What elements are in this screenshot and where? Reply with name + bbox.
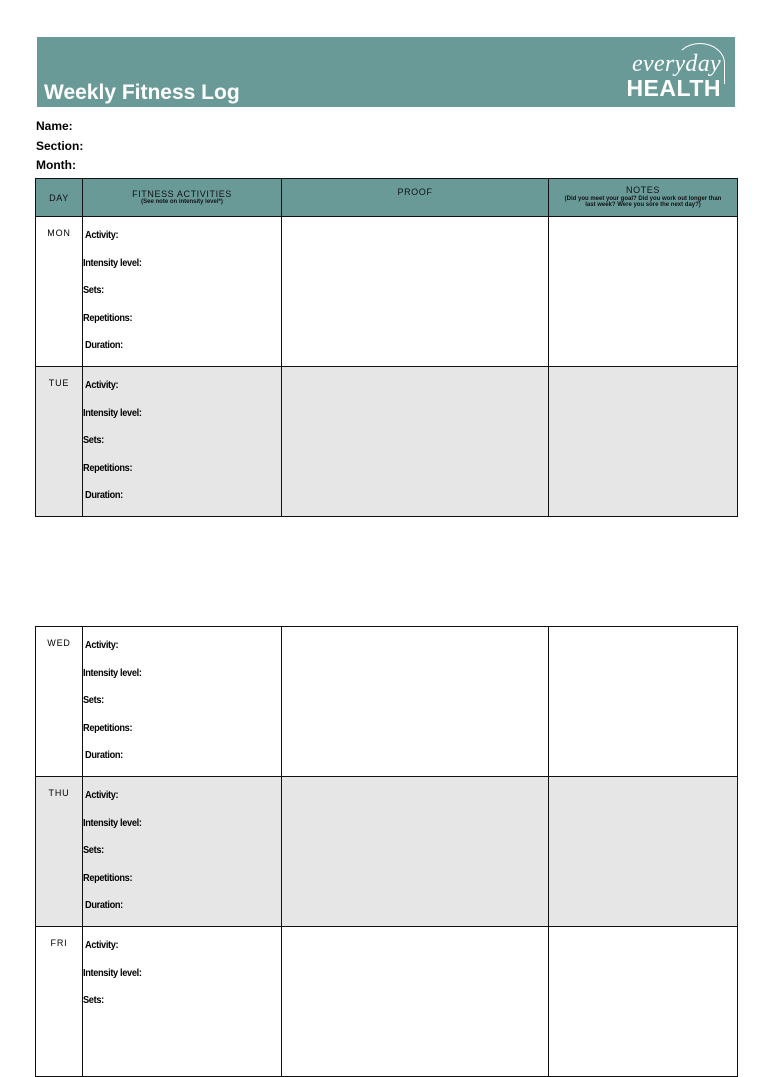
month-label: Month: <box>36 158 76 172</box>
column-header-notes: NOTES (Did you meet your goal? Did you work out longer than last week? Were you sore the next day?) <box>549 179 738 217</box>
name-label: Name: <box>36 119 73 133</box>
table-row-fri <box>36 927 738 1077</box>
activities-cell-wed[interactable] <box>83 627 282 777</box>
field-duration: Duration: <box>85 749 123 761</box>
table-header-row <box>36 179 738 217</box>
fitness-log-table-top <box>35 178 738 517</box>
activities-cell-fri[interactable] <box>83 927 282 1077</box>
header-banner <box>37 37 735 107</box>
day-label-mon: MON <box>36 217 83 367</box>
field-activity: Activity: <box>85 229 119 241</box>
field-repetitions: Repetitions: <box>83 461 133 474</box>
activities-cell-mon[interactable] <box>83 217 282 367</box>
notes-cell-mon[interactable] <box>549 217 738 367</box>
notes-cell-wed[interactable] <box>549 627 738 777</box>
proof-cell-wed[interactable] <box>282 627 549 777</box>
proof-cell-thu[interactable] <box>282 777 549 927</box>
section-label: Section: <box>36 139 84 153</box>
field-intensity: Intensity level: <box>83 816 142 829</box>
activities-cell-tue[interactable] <box>83 367 282 517</box>
field-duration: Duration: <box>85 339 123 351</box>
page-title: Weekly Fitness Log <box>44 81 240 104</box>
field-activity: Activity: <box>85 789 119 801</box>
table-row-wed <box>36 627 738 777</box>
proof-cell-mon[interactable] <box>282 217 549 367</box>
column-header-activities: FITNESS ACTIVITIES (See note on intensity level*) <box>83 179 282 217</box>
notes-note: (Did you meet your goal? Did you work out longer than last week? Were you sore the next day?) <box>564 195 722 209</box>
proof-cell-tue[interactable] <box>282 367 549 517</box>
day-label-wed: WED <box>36 627 83 777</box>
field-duration: Duration: <box>85 489 123 501</box>
field-activity: Activity: <box>85 939 119 951</box>
notes-cell-fri[interactable] <box>549 927 738 1077</box>
field-intensity: Intensity level: <box>83 256 142 269</box>
field-intensity: Intensity level: <box>83 966 142 979</box>
field-sets: Sets: <box>83 434 104 446</box>
field-activity: Activity: <box>85 639 119 651</box>
day-label-thu: THU <box>36 777 83 927</box>
field-repetitions: Repetitions: <box>83 721 133 734</box>
notes-cell-tue[interactable] <box>549 367 738 517</box>
notes-cell-thu[interactable] <box>549 777 738 927</box>
field-sets: Sets: <box>83 284 104 296</box>
field-intensity: Intensity level: <box>83 406 142 419</box>
field-sets: Sets: <box>83 694 104 706</box>
field-sets: Sets: <box>83 844 104 856</box>
column-header-day: DAY <box>36 179 83 217</box>
proof-cell-fri[interactable] <box>282 927 549 1077</box>
fitness-log-table-bottom <box>35 626 738 1077</box>
activities-cell-thu[interactable] <box>83 777 282 927</box>
activities-note: (See note on intensity level*) <box>141 198 223 205</box>
logo-text-health: HEALTH <box>626 75 721 101</box>
field-sets: Sets: <box>83 994 104 1006</box>
table-row-tue <box>36 367 738 517</box>
day-label-fri: FRI <box>36 927 83 1077</box>
table-row-mon <box>36 217 738 367</box>
everyday-health-logo <box>609 41 727 101</box>
field-repetitions: Repetitions: <box>83 311 133 324</box>
table-row-thu <box>36 777 738 927</box>
field-activity: Activity: <box>85 379 119 391</box>
field-intensity: Intensity level: <box>83 666 142 679</box>
field-repetitions: Repetitions: <box>83 871 133 884</box>
logo-text-everyday: everyday <box>631 51 721 77</box>
field-duration: Duration: <box>85 899 123 911</box>
day-label-tue: TUE <box>36 367 83 517</box>
column-header-proof: PROOF <box>282 179 549 217</box>
